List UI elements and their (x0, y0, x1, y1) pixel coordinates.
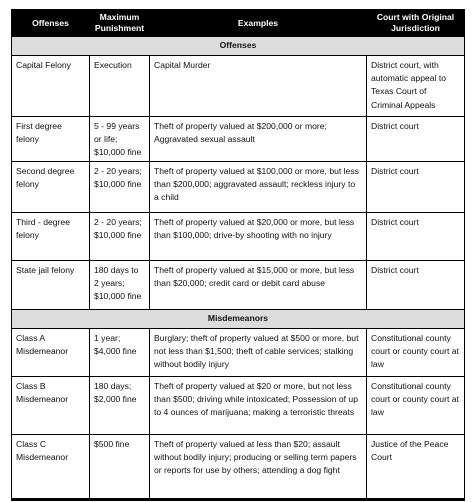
examples-cell: Theft of property valued at $15,000 or more, but less than $20,000; credit card or debit card abuse (150, 261, 367, 310)
offense-cell: State jail felony (12, 261, 90, 310)
punishment-cell: 2 - 20 years; $10,000 fine (90, 213, 150, 261)
header-offenses: Offenses (12, 10, 90, 37)
offense-cell: Second degree felony (12, 162, 90, 213)
table-row (12, 329, 465, 377)
court-cell: Constitutional county court or county court at law (367, 377, 465, 435)
examples-cell: Burglary; theft of property valued at $500 or more, but not less than $1,500; theft of cable services; stalking without bodily injury (150, 329, 367, 377)
court-cell: District court (367, 117, 465, 162)
offenses-table-container (11, 9, 464, 501)
court-cell: Constitutional county court or county court at law (367, 329, 465, 377)
table-row (12, 162, 465, 213)
offense-cell: Capital Felony (12, 56, 90, 117)
offense-cell: Class A Misdemeanor (12, 329, 90, 377)
table-row (12, 261, 465, 310)
section-title-felonies: Offenses (12, 37, 465, 56)
examples-cell: Theft of property valued at $200,000 or more; Aggravated sexual assault (150, 117, 367, 162)
punishment-cell: 180 days to 2 years; $10,000 fine (90, 261, 150, 310)
punishment-cell: 1 year; $4,000 fine (90, 329, 150, 377)
offense-cell: Class B Misdemeanor (12, 377, 90, 435)
header-jurisdiction: Court with Original Jurisdiction (367, 10, 465, 37)
examples-cell: Theft of property valued at less than $20; assault without bodily injury; producing or selling term papers or reports for use by others; attending a dog fight (150, 435, 367, 500)
section-row-misdemeanors (12, 310, 465, 329)
table-row (12, 213, 465, 261)
table-row (12, 377, 465, 435)
table-row (12, 435, 465, 500)
header-row (12, 10, 465, 37)
offense-cell: Class C Misdemeanor (12, 435, 90, 500)
table-row (12, 56, 465, 117)
court-cell: District court (367, 213, 465, 261)
examples-cell: Theft of property valued at $100,000 or more, but less than $200,000; aggravated assault; reckless injury to a child (150, 162, 367, 213)
offense-cell: Third - degree felony (12, 213, 90, 261)
section-title-misdemeanors: Misdemeanors (12, 310, 465, 329)
punishment-cell: 180 days; $2,000 fine (90, 377, 150, 435)
header-punishment: Maximum Punishment (90, 10, 150, 37)
examples-cell: Capital Murder (150, 56, 367, 117)
examples-cell: Theft of property valued at $20 or more, but not less than $500; driving while intoxicated; Possession of up to 4 ounces of marijuana; making a terroristic threats (150, 377, 367, 435)
court-cell: District court, with automatic appeal to Texas Court of Criminal Appeals (367, 56, 465, 117)
court-cell: District court (367, 261, 465, 310)
punishment-cell: Execution (90, 56, 150, 117)
header-examples: Examples (150, 10, 367, 37)
section-row-felonies (12, 37, 465, 56)
court-cell: District court (367, 162, 465, 213)
court-cell: Justice of the Peace Court (367, 435, 465, 500)
punishment-cell: 5 - 99 years or life; $10,000 fine (90, 117, 150, 162)
offense-cell: First degree felony (12, 117, 90, 162)
table-row (12, 117, 465, 162)
punishment-cell: 2 - 20 years; $10,000 fine (90, 162, 150, 213)
examples-cell: Theft of property valued at $20,000 or more, but less than $100,000; drive-by shooting with no injury (150, 213, 367, 261)
punishment-cell: $500 fine (90, 435, 150, 500)
offenses-table (11, 9, 465, 501)
